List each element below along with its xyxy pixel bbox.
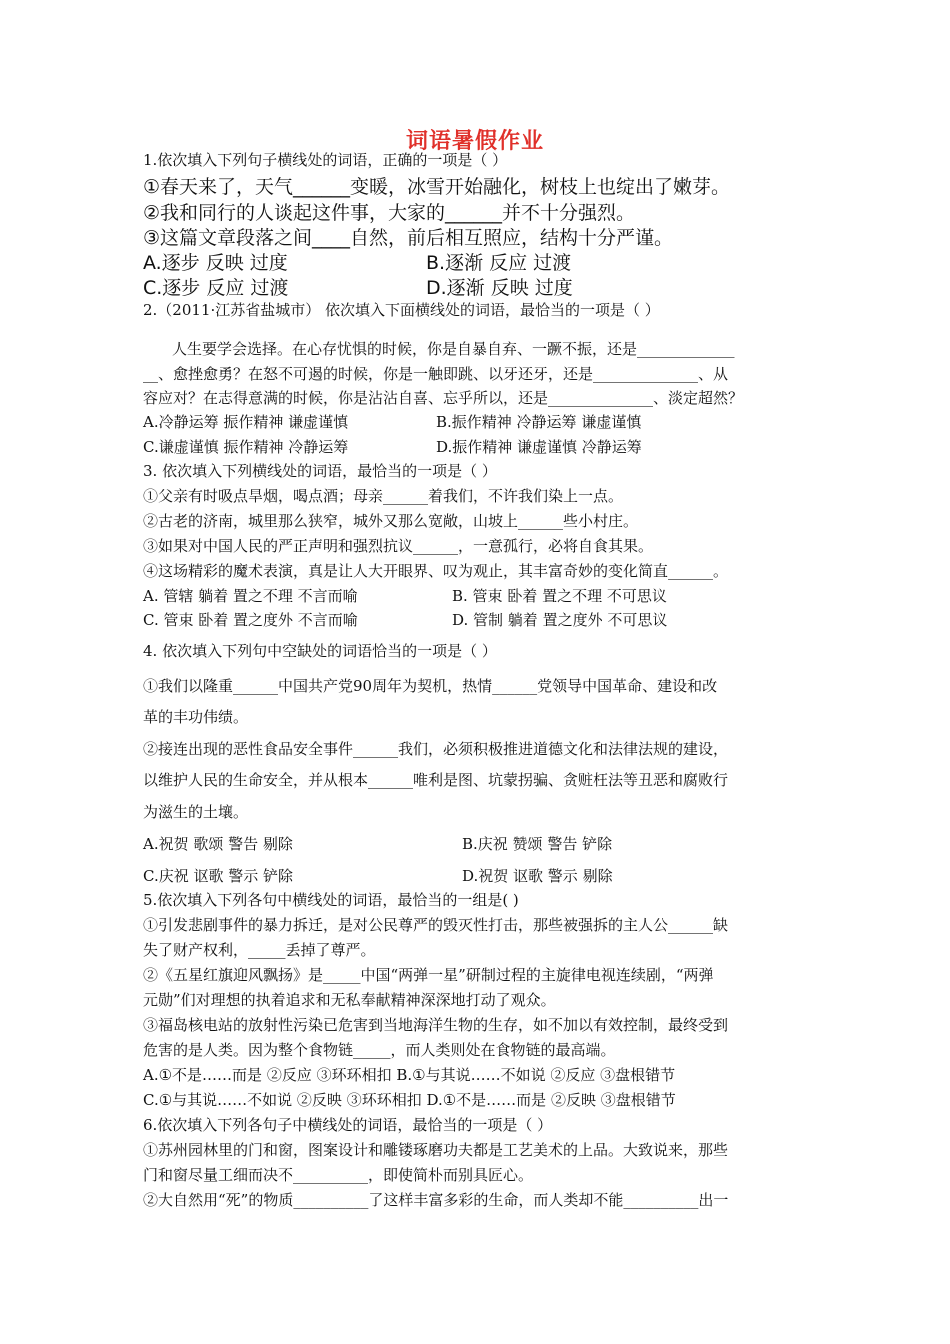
question-1-stem: 1.依次填入下列句子横线处的词语，正确的一项是（ ） [143,151,508,169]
question-4-stem: 4. 依次填入下列句中空缺处的词语恰当的一项是（ ） [143,642,497,660]
question-5-sentence-3b: 危害的是人类。因为整个食物链_____，而人类则处在食物链的最高端。 [143,1041,616,1059]
question-4-option-a: A.祝贺 歌颂 警告 剔除 [143,835,293,853]
question-4-sentence-1b: 革的丰功伟绩。 [143,708,249,726]
question-5-sentence-2b: 元勋”们对理想的执着追求和无私奉献精神深深地打动了观众。 [143,991,556,1009]
question-1-option-a: A.逐步 反映 过度 [143,252,288,274]
question-3-sentence-2: ②古老的济南，城里那么狭窄，城外又那么宽敞，山坡上______些小村庄。 [143,512,639,530]
question-5-options-cd: C.①与其说……不如说 ②反映 ③环环相扣 D.①不是……而是 ②反映 ③盘根错节 [143,1091,676,1109]
question-2-passage-3: 容应对？在志得意满的时候，你是沾沾自喜、忘乎所以，还是______________、淡定超然？ [143,389,744,407]
question-1-sentence-2: ②我和同行的人谈起这件事，大家的______并不十分强烈。 [143,202,636,224]
question-1-sentence-1: ①春天来了，天气______变暖，冰雪开始融化，树枝上也绽出了嫩芽。 [143,176,731,198]
question-1-sentence-3: ③这篇文章段落之间____自然，前后相互照应，结构十分严谨。 [143,227,674,249]
question-3-sentence-3: ③如果对中国人民的严正声明和强烈抗议______，一意孤行，必将自食其果。 [143,537,654,555]
question-5-stem: 5.依次填入下列各句中横线处的词语，最恰当的一组是( ) [143,891,519,909]
question-3-option-b: B. 管束 卧着 置之不理 不可思议 [452,587,667,605]
question-3-sentence-1: ①父亲有时吸点旱烟，喝点酒；母亲______着我们，不许我们染上一点。 [143,487,624,505]
question-2-option-b: B.振作精神 冷静运筹 谦虚谨慎 [436,413,642,431]
question-2-passage-2: __、愈挫愈勇？在怒不可遏的时候，你是一触即跳、以牙还牙，还是______________、从 [143,365,729,383]
question-4-option-c: C.庆祝 讴歌 警示 铲除 [143,867,294,885]
question-2-option-c: C.谦虚谨慎 振作精神 冷静运筹 [143,438,349,456]
question-5-sentence-1b: 失了财产权利，_____丢掉了尊严。 [143,941,376,959]
question-4-sentence-2c: 为滋生的土壤。 [143,803,249,821]
question-2-stem: 2.（2011·江苏省盐城市） 依次填入下面横线处的词语，最恰当的一项是（ ） [143,301,660,319]
question-3-sentence-4: ④这场精彩的魔术表演，真是让人大开眼界、叹为观止，其丰富奇妙的变化简直______。 [143,562,729,580]
page-title: 词语暑假作业 [405,129,544,154]
question-6-sentence-2a: ②大自然用“死”的物质__________了这样丰富多彩的生命，而人类却不能__________出一 [143,1191,729,1209]
question-4-sentence-1a: ①我们以隆重______中国共产党90周年为契机，热情______党领导中国革命、建设和改 [143,677,718,695]
question-3-stem: 3. 依次填入下列横线处的词语，最恰当的一项是（ ） [143,462,497,480]
question-5-options-ab: A.①不是……而是 ②反应 ③环环相扣 B.①与其说……不如说 ②反应 ③盘根错节 [143,1066,676,1084]
question-1-option-b: B.逐渐 反应 过渡 [426,252,572,274]
question-6-stem: 6.依次填入下列各句子中横线处的词语，最恰当的一项是（ ） [143,1116,553,1134]
question-3-option-a: A. 管辖 躺着 置之不理 不言而喻 [143,587,358,605]
question-4-option-d: D.祝贺 讴歌 警示 剔除 [462,867,613,885]
question-1-option-d: D.逐渐 反映 过度 [426,277,573,299]
question-4-option-b: B.庆祝 赞颂 警告 铲除 [462,835,613,853]
question-1-option-c: C.逐步 反应 过渡 [143,277,289,299]
question-3-option-d: D. 管制 躺着 置之度外 不可思议 [452,611,668,629]
question-2-option-a: A.冷静运筹 振作精神 谦虚谨慎 [143,413,349,431]
question-6-sentence-1b: 门和窗尽量工细而决不__________，即使简朴而别具匠心。 [143,1166,534,1184]
question-4-sentence-2b: 以维护人民的生命安全，并从根本______唯利是图、坑蒙拐骗、贪赃枉法等丑恶和腐败行 [143,771,729,789]
question-5-sentence-1a: ①引发悲剧事件的暴力拆迁，是对公民尊严的毁灭性打击，那些被强拆的主人公______缺 [143,916,729,934]
question-2-passage-1: 人生要学会选择。在心存忧惧的时候，你是自暴自弃、一蹶不振，还是_____________ [172,340,735,358]
question-5-sentence-2a: ②《五星红旗迎风飘扬》是_____中国“两弹一星”研制过程的主旋律电视连续剧，“两弹 [143,966,714,984]
question-3-option-c: C. 管束 卧着 置之度外 不言而喻 [143,611,358,629]
question-2-option-d: D.振作精神 谦虚谨慎 冷静运筹 [436,438,642,456]
question-4-sentence-2a: ②接连出现的恶性食品安全事件______我们，必须积极推进道德文化和法律法规的建设， [143,740,729,758]
question-6-sentence-1a: ①苏州园林里的门和窗，图案设计和雕镂琢磨功夫都是工艺美术的上品。大致说来，那些 [143,1141,729,1159]
question-5-sentence-3a: ③福岛核电站的放射性污染已危害到当地海洋生物的生存，如不加以有效控制，最终受到 [143,1016,729,1034]
